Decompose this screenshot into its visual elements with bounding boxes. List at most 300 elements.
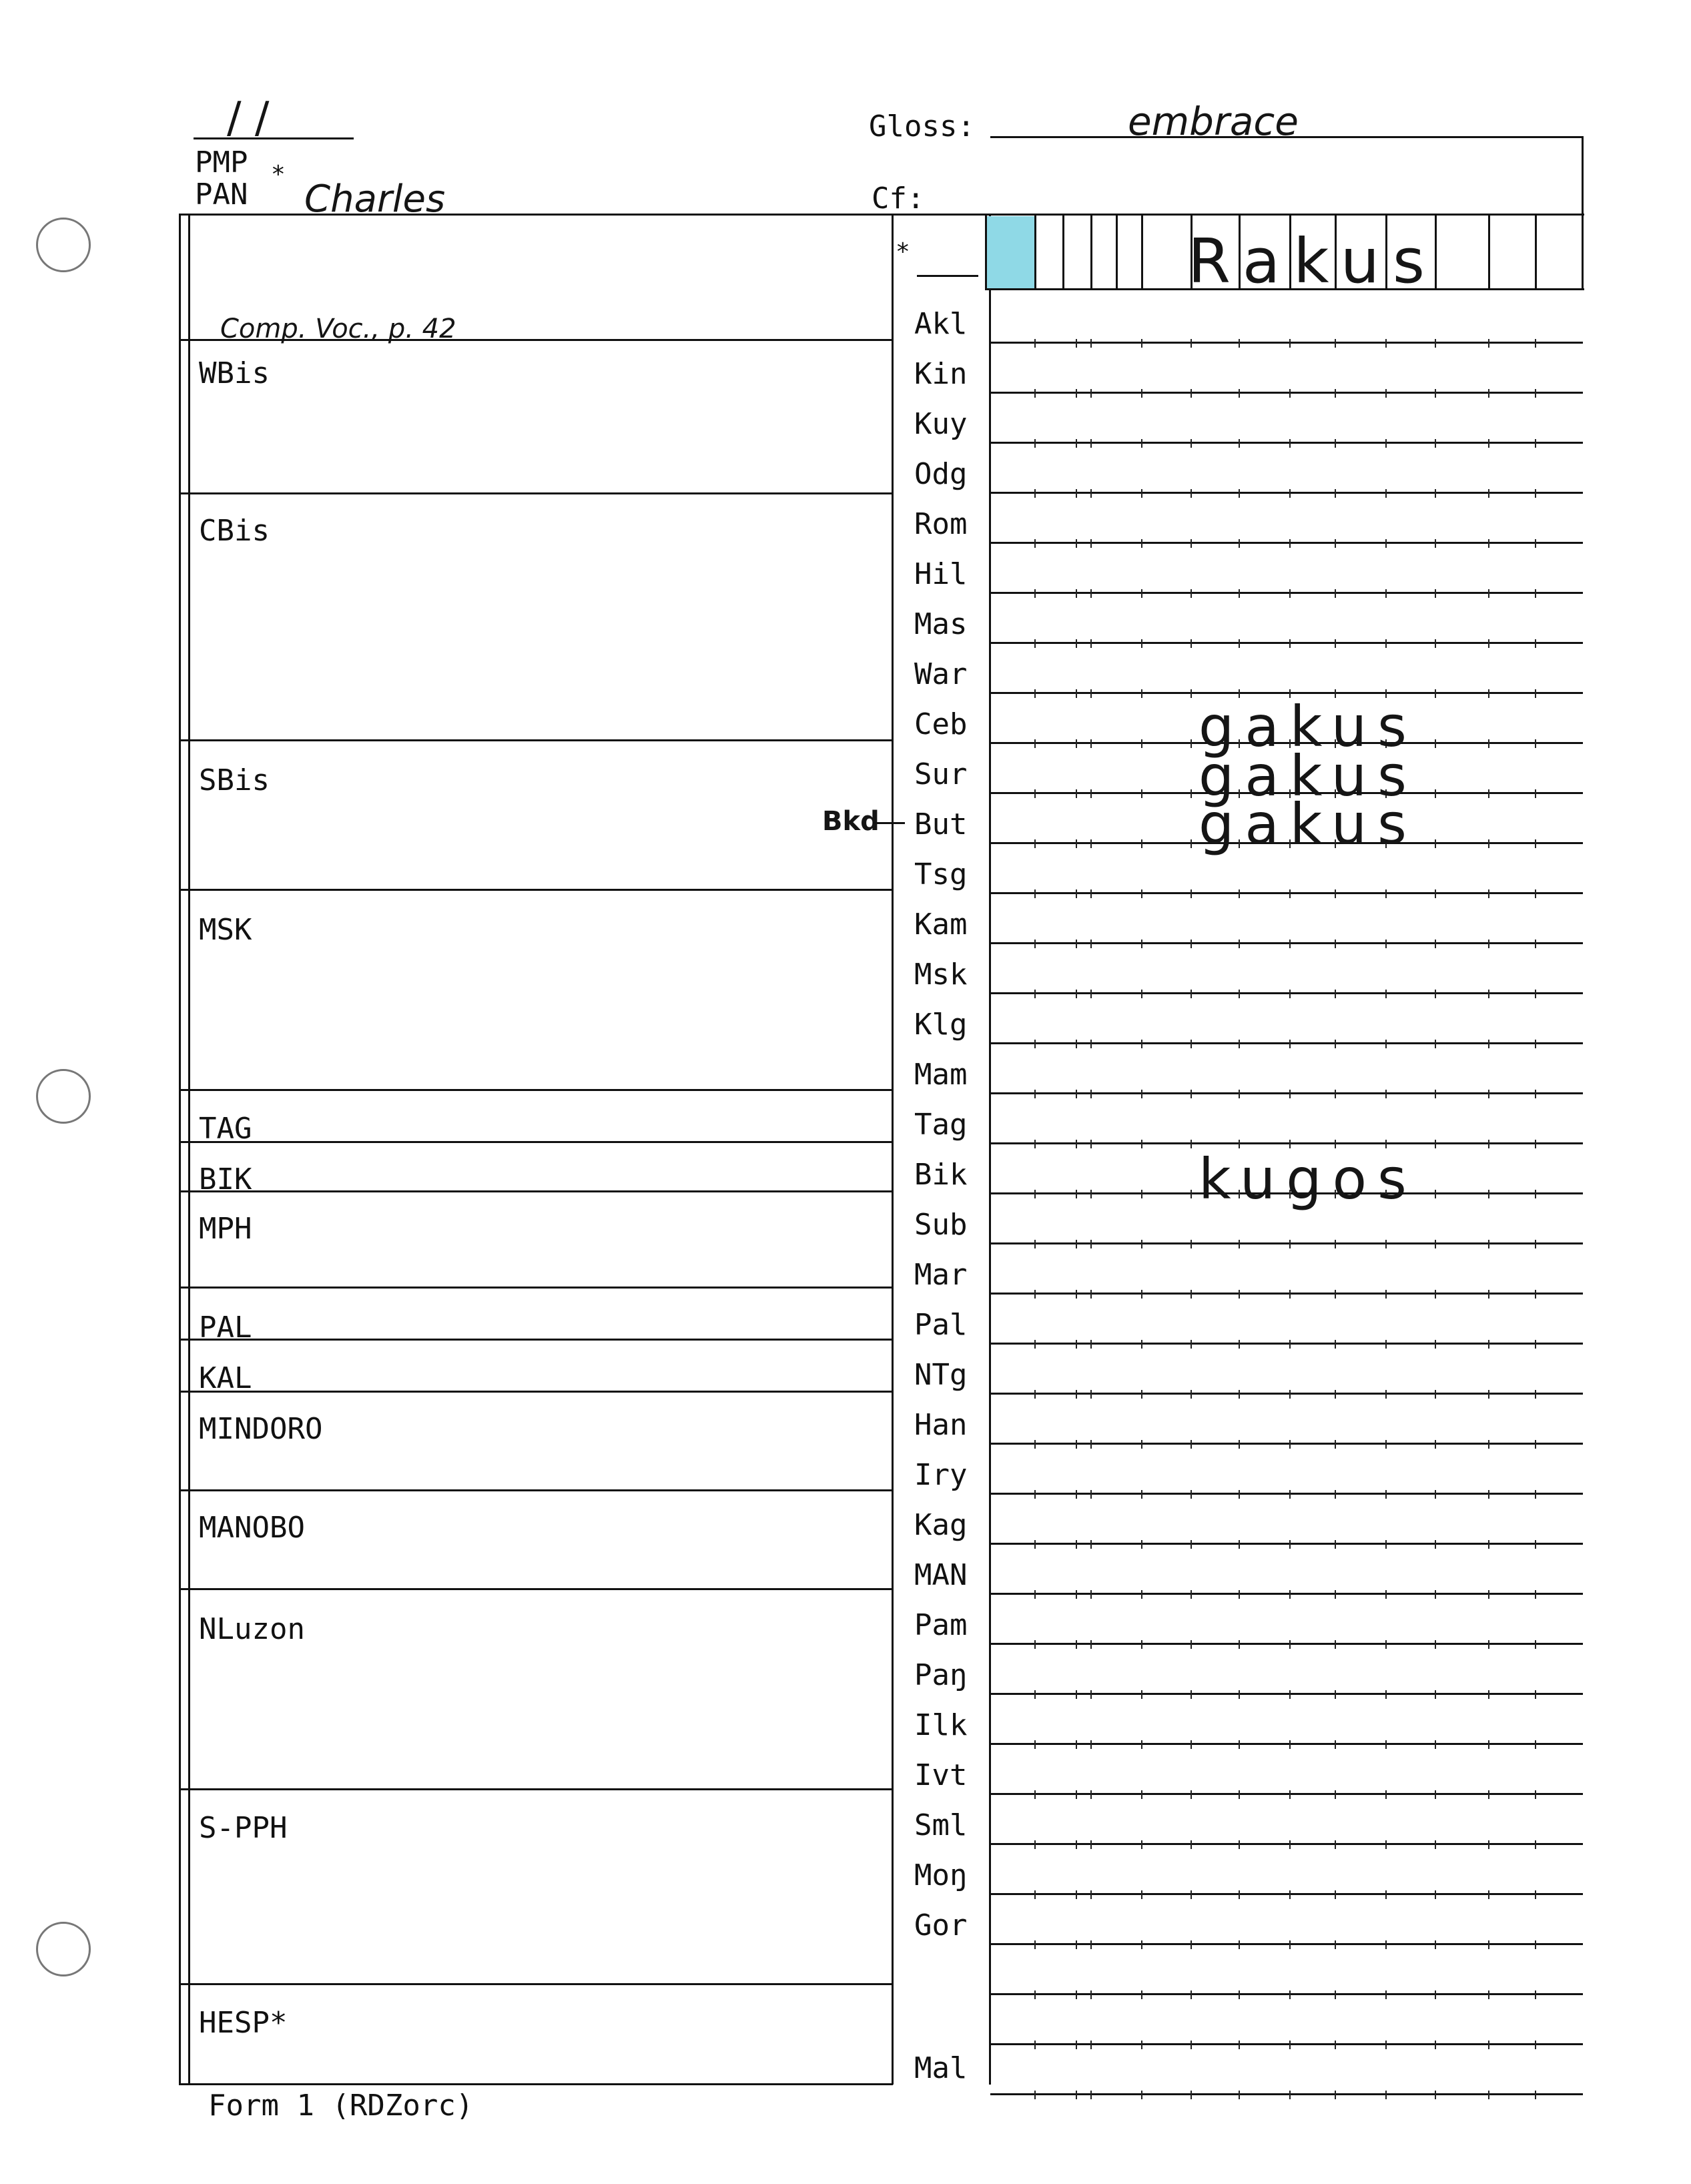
- entry-rule-tick: [1191, 839, 1192, 848]
- entry-rule-tick: [1335, 439, 1336, 448]
- entry-rule-tick: [1435, 1540, 1436, 1549]
- entry-rule-tick: [1535, 940, 1536, 948]
- entry-rule-tick: [1141, 739, 1142, 748]
- entry-rule-tick: [1141, 2091, 1142, 2099]
- entry-rule-tick: [1535, 739, 1536, 748]
- entry-rule-tick: [1435, 1490, 1436, 1499]
- entry-rule-tick: [1141, 1040, 1142, 1048]
- entry-rule-tick: [1090, 1240, 1092, 1248]
- entry-rule-tick: [1435, 940, 1436, 948]
- entry-rule-tick: [1191, 1890, 1192, 1899]
- entry-rule-tick: [1090, 1990, 1092, 1999]
- lang-code-mam: Mam: [914, 1058, 968, 1092]
- entry-rule-tick: [1535, 1040, 1536, 1048]
- entry-rule: [990, 992, 1583, 994]
- entry-rule-tick: [1385, 1490, 1387, 1499]
- entry-rule-tick: [1289, 1690, 1291, 1699]
- group-label-mindoro: MINDORO: [199, 1412, 323, 1446]
- entry-rule: [990, 942, 1583, 944]
- proto-box-divider: [1034, 214, 1036, 288]
- entry-rule-tick: [1076, 539, 1077, 548]
- entry-rule-tick: [1090, 990, 1092, 998]
- group-divider: [179, 1089, 893, 1091]
- group-divider: [179, 492, 893, 494]
- entry-rule-tick: [1385, 940, 1387, 948]
- entry-rule-tick: [1335, 1940, 1336, 1949]
- entry-rule-tick: [1090, 1290, 1092, 1299]
- entry-rule: [990, 892, 1583, 894]
- highlight-box: [985, 216, 1034, 290]
- entry-rule-tick: [1385, 339, 1387, 348]
- entry-rule-tick: [1488, 2041, 1489, 2049]
- entry-rule-tick: [1090, 2041, 1092, 2049]
- entry-rule: [990, 1443, 1583, 1445]
- entry-rule-tick: [1435, 339, 1436, 348]
- entry-rule-tick: [1435, 1740, 1436, 1749]
- entry-rule-tick: [1239, 1290, 1240, 1299]
- date-underline: [194, 137, 354, 139]
- entry-rule-tick: [1034, 339, 1036, 348]
- proto-box-divider: [1141, 214, 1143, 288]
- entry-rule-tick: [1239, 990, 1240, 998]
- entry-rule-tick: [1141, 689, 1142, 698]
- entry-rule-tick: [1191, 2041, 1192, 2049]
- entry-rule-tick: [1335, 1890, 1336, 1899]
- entry-rule-tick: [1239, 1090, 1240, 1098]
- binder-hole: [36, 218, 91, 272]
- entry-rule-tick: [1076, 1240, 1077, 1248]
- entry-rule-tick: [1141, 1140, 1142, 1148]
- entry-rule-tick: [1289, 639, 1291, 648]
- entry-rule-tick: [1239, 1940, 1240, 1949]
- entry-rule-tick: [1239, 1340, 1240, 1349]
- group-label-hesp: HESP*: [199, 2006, 288, 2040]
- entry-rule-tick: [1488, 1740, 1489, 1749]
- entry-rule-tick: [1239, 1790, 1240, 1799]
- entry-rule-tick: [1090, 1390, 1092, 1399]
- entry-rule-tick: [1535, 1140, 1536, 1148]
- entry-rule-tick: [1289, 1590, 1291, 1599]
- entry-rule-tick: [1141, 589, 1142, 598]
- group-divider: [179, 1788, 893, 1790]
- entry-rule-tick: [1535, 1940, 1536, 1949]
- entry-rule-tick: [1191, 1440, 1192, 1449]
- entry-rule-tick: [1239, 489, 1240, 498]
- entry-rule: [990, 342, 1583, 344]
- entry-rule-tick: [1488, 1140, 1489, 1148]
- entry-rule-tick: [1034, 990, 1036, 998]
- entry-rule: [990, 1593, 1583, 1595]
- lang-code-mar: Mar: [914, 1258, 968, 1292]
- entry-rule-tick: [1535, 1240, 1536, 1248]
- entry-rule-tick: [1034, 1690, 1036, 1699]
- entry-rule: [990, 1643, 1583, 1645]
- entry-rule-tick: [1090, 1590, 1092, 1599]
- entry-rule-tick: [1141, 1790, 1142, 1799]
- entry-rule-tick: [1435, 2041, 1436, 2049]
- group-divider: [179, 1339, 893, 1341]
- entry-rule-tick: [1435, 689, 1436, 698]
- entry-rule-tick: [1535, 1590, 1536, 1599]
- proto-box-divider: [1582, 214, 1584, 288]
- entry-rule-tick: [1289, 339, 1291, 348]
- entry-rule-tick: [1090, 639, 1092, 648]
- entry-rule: [990, 1293, 1583, 1295]
- entry-rule-tick: [1141, 1340, 1142, 1349]
- entry-rule-tick: [1034, 1490, 1036, 1499]
- entry-rule-tick: [1191, 489, 1192, 498]
- entry-rule-tick: [1239, 1990, 1240, 1999]
- form-footer: Form 1 (RDZorc): [208, 2089, 474, 2123]
- lang-code-ntg: NTg: [914, 1358, 968, 1392]
- entry-rule-tick: [1090, 589, 1092, 598]
- entry-rule-tick: [1435, 1640, 1436, 1649]
- entry-rule-tick: [1034, 1440, 1036, 1449]
- lang-code-sub: Sub: [914, 1208, 968, 1242]
- entry-rule-tick: [1385, 1090, 1387, 1098]
- entry-rule-tick: [1076, 1440, 1077, 1449]
- entry-rule-tick: [1289, 1490, 1291, 1499]
- entry-rule-tick: [1535, 589, 1536, 598]
- entry-rule-tick: [1090, 1940, 1092, 1949]
- entry-rule-tick: [1488, 1890, 1489, 1899]
- entry-rule-tick: [1239, 2091, 1240, 2099]
- entry-rule-tick: [1488, 990, 1489, 998]
- entry-rule-tick: [1335, 1840, 1336, 1849]
- lang-code-ivt: Ivt: [914, 1758, 968, 1792]
- entry-rule-tick: [1239, 1590, 1240, 1599]
- entry-rule-tick: [1076, 589, 1077, 598]
- entry-rule-tick: [1488, 1090, 1489, 1098]
- entry-rule-tick: [1289, 1290, 1291, 1299]
- entry-rule-tick: [1435, 1590, 1436, 1599]
- entry-rule-tick: [1191, 1490, 1192, 1499]
- entry-rule-tick: [1335, 1240, 1336, 1248]
- entry-rule-tick: [1191, 1840, 1192, 1849]
- entry-rule-tick: [1385, 389, 1387, 398]
- entry-rule-tick: [1335, 990, 1336, 998]
- group-divider: [179, 1141, 893, 1143]
- entry-rule-tick: [1435, 1790, 1436, 1799]
- entry-rule-tick: [1535, 1740, 1536, 1749]
- lang-code-war: War: [914, 657, 968, 691]
- entry-rule-tick: [1239, 1240, 1240, 1248]
- entry-rule-tick: [1435, 990, 1436, 998]
- entry-rule-tick: [1535, 689, 1536, 698]
- entry-rule-tick: [1289, 1840, 1291, 1849]
- entry-rule-tick: [1335, 1440, 1336, 1449]
- entry-rule-tick: [1239, 940, 1240, 948]
- entry-rule-tick: [1385, 1690, 1387, 1699]
- lang-code-kin: Kin: [914, 357, 968, 391]
- entry-rule-tick: [1090, 1490, 1092, 1499]
- group-divider: [179, 1489, 893, 1491]
- entry-rule-tick: [1090, 689, 1092, 698]
- entry-rule-tick: [1488, 689, 1489, 698]
- entry-rule: [990, 1042, 1583, 1044]
- entry-rule-tick: [1076, 2041, 1077, 2049]
- entry-rule: [990, 392, 1583, 394]
- entry-rule-tick: [1488, 1040, 1489, 1048]
- entry-rule-tick: [1435, 589, 1436, 598]
- entry-rule-tick: [1289, 1390, 1291, 1399]
- entry-rule-tick: [1076, 889, 1077, 898]
- gloss-label: Gloss:: [869, 109, 975, 143]
- reflex-bik: kugos: [1199, 1146, 1417, 1212]
- entry-rule-tick: [1239, 1040, 1240, 1048]
- entry-rule-tick: [1335, 339, 1336, 348]
- lang-code-ceb: Ceb: [914, 707, 968, 741]
- entry-rule-tick: [1191, 339, 1192, 348]
- entry-rule-tick: [1191, 990, 1192, 998]
- entry-rule-tick: [1239, 339, 1240, 348]
- entry-rule-tick: [1435, 839, 1436, 848]
- group-divider: [179, 739, 893, 741]
- group-label-pal: PAL: [199, 1311, 252, 1345]
- entry-rule-tick: [1535, 539, 1536, 548]
- entry-rule-tick: [1385, 1240, 1387, 1248]
- entry-rule-tick: [1090, 839, 1092, 848]
- pan-form: Charles: [304, 177, 446, 221]
- entry-rule-tick: [1191, 1190, 1192, 1198]
- entry-rule-tick: [1034, 389, 1036, 398]
- entry-rule-tick: [1034, 539, 1036, 548]
- source-note: Comp. Voc., p. 42: [220, 314, 456, 344]
- lang-code-hil: Hil: [914, 557, 968, 591]
- entry-rule-tick: [1090, 1640, 1092, 1649]
- main-bottom-border: [179, 2083, 893, 2085]
- entry-rule-tick: [1191, 1390, 1192, 1399]
- entry-rule-tick: [1034, 1340, 1036, 1349]
- entry-rule-tick: [1435, 1290, 1436, 1299]
- entry-rule-tick: [1385, 1340, 1387, 1349]
- entry-rule: [990, 1993, 1583, 1995]
- entry-rule-tick: [1385, 489, 1387, 498]
- entry-rule-tick: [1191, 439, 1192, 448]
- entry-rule-tick: [1239, 439, 1240, 448]
- entry-rule: [990, 442, 1583, 444]
- entry-rule-tick: [1435, 889, 1436, 898]
- entry-rule-tick: [1141, 339, 1142, 348]
- entry-rule-tick: [1289, 2041, 1291, 2049]
- entry-rule-tick: [1076, 990, 1077, 998]
- entry-rule-tick: [1239, 889, 1240, 898]
- entry-rule-tick: [1090, 1440, 1092, 1449]
- entry-rule-tick: [1335, 889, 1336, 898]
- entry-rule-tick: [1335, 1540, 1336, 1549]
- entry-rule-tick: [1239, 1540, 1240, 1549]
- entry-rule-tick: [1191, 1040, 1192, 1048]
- entry-rule-tick: [1090, 1890, 1092, 1899]
- entry-rule-tick: [1076, 489, 1077, 498]
- lang-code-ilk: Ilk: [914, 1708, 968, 1742]
- entry-rule-tick: [1488, 1490, 1489, 1499]
- entry-rule-tick: [1191, 1690, 1192, 1699]
- entry-rule-tick: [1289, 990, 1291, 998]
- lang-code-but: But: [914, 807, 968, 841]
- entry-rule-tick: [1034, 839, 1036, 848]
- entry-rule-tick: [1191, 1640, 1192, 1649]
- entry-rule-tick: [1076, 940, 1077, 948]
- entry-rule-tick: [1141, 1190, 1142, 1198]
- entry-rule-tick: [1076, 1640, 1077, 1649]
- entry-rule-tick: [1488, 1440, 1489, 1449]
- entry-rule: [990, 1343, 1583, 1345]
- proto-box-divider: [1535, 214, 1537, 288]
- entry-rule-tick: [1076, 389, 1077, 398]
- entry-rule-tick: [1076, 1090, 1077, 1098]
- lang-code-odg: Odg: [914, 457, 968, 491]
- entry-rule-tick: [1289, 1240, 1291, 1248]
- entry-rule-tick: [1488, 1240, 1489, 1248]
- group-divider: [179, 1588, 893, 1590]
- entry-rule-tick: [1076, 1340, 1077, 1349]
- entry-rule-tick: [1535, 439, 1536, 448]
- entry-rule: [990, 2043, 1583, 2045]
- entry-rule-tick: [1141, 1490, 1142, 1499]
- entry-rule-tick: [1090, 1040, 1092, 1048]
- entry-rule-tick: [1239, 1840, 1240, 1849]
- entry-rule-tick: [1335, 1990, 1336, 1999]
- entry-rule-tick: [1385, 2091, 1387, 2099]
- entry-rule-tick: [1034, 1890, 1036, 1899]
- proto-underline: [917, 275, 978, 277]
- proto-form: Rakus: [1188, 226, 1438, 297]
- entry-rule-tick: [1535, 339, 1536, 348]
- entry-rule: [990, 1693, 1583, 1695]
- entry-rule-tick: [1535, 389, 1536, 398]
- entry-rule-tick: [1034, 1840, 1036, 1849]
- group-divider: [179, 889, 893, 891]
- proto-box-divider: [1488, 214, 1490, 288]
- entry-rule-tick: [1034, 2041, 1036, 2049]
- entry-rule-tick: [1191, 2091, 1192, 2099]
- entry-rule-tick: [1535, 2091, 1536, 2099]
- entry-rule-tick: [1090, 389, 1092, 398]
- entry-rule-tick: [1535, 1090, 1536, 1098]
- entry-rule-tick: [1435, 1940, 1436, 1949]
- entry-rule-tick: [1488, 839, 1489, 848]
- cf-label: Cf:: [872, 181, 925, 216]
- entry-rule-tick: [1034, 1990, 1036, 1999]
- entry-rule-tick: [1191, 940, 1192, 948]
- entry-rule-tick: [1034, 1240, 1036, 1248]
- entry-rule-tick: [1435, 389, 1436, 398]
- entry-rule-tick: [1488, 1840, 1489, 1849]
- entry-rule: [990, 1543, 1583, 1545]
- entry-rule-tick: [1335, 1690, 1336, 1699]
- entry-rule-tick: [1141, 1590, 1142, 1599]
- entry-rule-tick: [1488, 439, 1489, 448]
- entry-rule-tick: [1535, 1690, 1536, 1699]
- entry-rule-tick: [1435, 439, 1436, 448]
- proto-star: *: [896, 238, 910, 266]
- entry-rule-tick: [1289, 1890, 1291, 1899]
- entry-rule-tick: [1335, 1390, 1336, 1399]
- entry-rule-tick: [1034, 589, 1036, 598]
- entry-rule-tick: [1076, 1490, 1077, 1499]
- entry-rule-tick: [1141, 1390, 1142, 1399]
- entry-rule-tick: [1385, 1940, 1387, 1949]
- entry-rule-tick: [1034, 1190, 1036, 1198]
- entry-rule-tick: [1034, 1940, 1036, 1949]
- entry-rule-tick: [1535, 1840, 1536, 1849]
- entry-rule-tick: [1488, 1940, 1489, 1949]
- group-divider: [179, 339, 893, 341]
- entry-rule-tick: [1335, 1740, 1336, 1749]
- lang-code-sml: Sml: [914, 1808, 968, 1842]
- entry-rule-tick: [1289, 489, 1291, 498]
- entry-rule-tick: [1034, 1540, 1036, 1549]
- entry-rule-tick: [1034, 1390, 1036, 1399]
- entry-rule-tick: [1435, 639, 1436, 648]
- entry-rule-tick: [1034, 889, 1036, 898]
- entry-rule-tick: [1289, 1440, 1291, 1449]
- pan-star: *: [271, 161, 286, 188]
- entry-rule: [990, 1092, 1583, 1094]
- entry-rule-tick: [1535, 889, 1536, 898]
- group-label-s-pph: S-PPH: [199, 1811, 288, 1845]
- entry-rule-tick: [1090, 439, 1092, 448]
- entry-rule-tick: [1076, 839, 1077, 848]
- entry-rule-tick: [1335, 940, 1336, 948]
- entry-rule-tick: [1488, 1640, 1489, 1649]
- binder-hole: [36, 1922, 91, 1976]
- entry-rule-tick: [1435, 789, 1436, 798]
- entry-rule: [990, 1943, 1583, 1945]
- entry-rule-tick: [1335, 1490, 1336, 1499]
- entry-rule-tick: [1191, 1290, 1192, 1299]
- entry-rule-tick: [1535, 1490, 1536, 1499]
- entry-rule-tick: [1289, 1540, 1291, 1549]
- entry-rule-tick: [1191, 1090, 1192, 1098]
- entry-rule-tick: [1239, 389, 1240, 398]
- reflex-ceb: gakus: [1199, 694, 1417, 759]
- entry-rule-tick: [1488, 1540, 1489, 1549]
- entry-rule-tick: [1435, 1840, 1436, 1849]
- entry-rule-tick: [1435, 489, 1436, 498]
- lang-code-rom: Rom: [914, 507, 968, 541]
- entry-rule-tick: [1335, 589, 1336, 598]
- entry-rule-tick: [1488, 339, 1489, 348]
- entry-rule-tick: [1141, 489, 1142, 498]
- entry-rule-tick: [1191, 1540, 1192, 1549]
- lang-code-klg: Klg: [914, 1008, 968, 1042]
- entry-rule-tick: [1076, 339, 1077, 348]
- entry-rule-tick: [1488, 389, 1489, 398]
- entry-rule-tick: [1535, 839, 1536, 848]
- entry-rule-tick: [1191, 389, 1192, 398]
- entry-rule-tick: [1191, 1240, 1192, 1248]
- entry-rule-tick: [1335, 1640, 1336, 1649]
- entry-rule-tick: [1076, 1690, 1077, 1699]
- entry-rule-tick: [1289, 1990, 1291, 1999]
- entry-rule-tick: [1385, 639, 1387, 648]
- entry-rule-tick: [1076, 1190, 1077, 1198]
- entry-rule-tick: [1034, 439, 1036, 448]
- entry-rule-tick: [1191, 1340, 1192, 1349]
- entry-rule-tick: [1090, 1340, 1092, 1349]
- entry-rule-tick: [1289, 1740, 1291, 1749]
- entry-rule-tick: [1385, 439, 1387, 448]
- entry-rule-tick: [1141, 1290, 1142, 1299]
- lang-code-mas: Mas: [914, 607, 968, 641]
- entry-rule-tick: [1076, 1040, 1077, 1048]
- date-mark: / /: [227, 93, 270, 143]
- entry-rule-tick: [1488, 639, 1489, 648]
- entry-rule-tick: [1535, 1190, 1536, 1198]
- entry-rule-tick: [1076, 1940, 1077, 1949]
